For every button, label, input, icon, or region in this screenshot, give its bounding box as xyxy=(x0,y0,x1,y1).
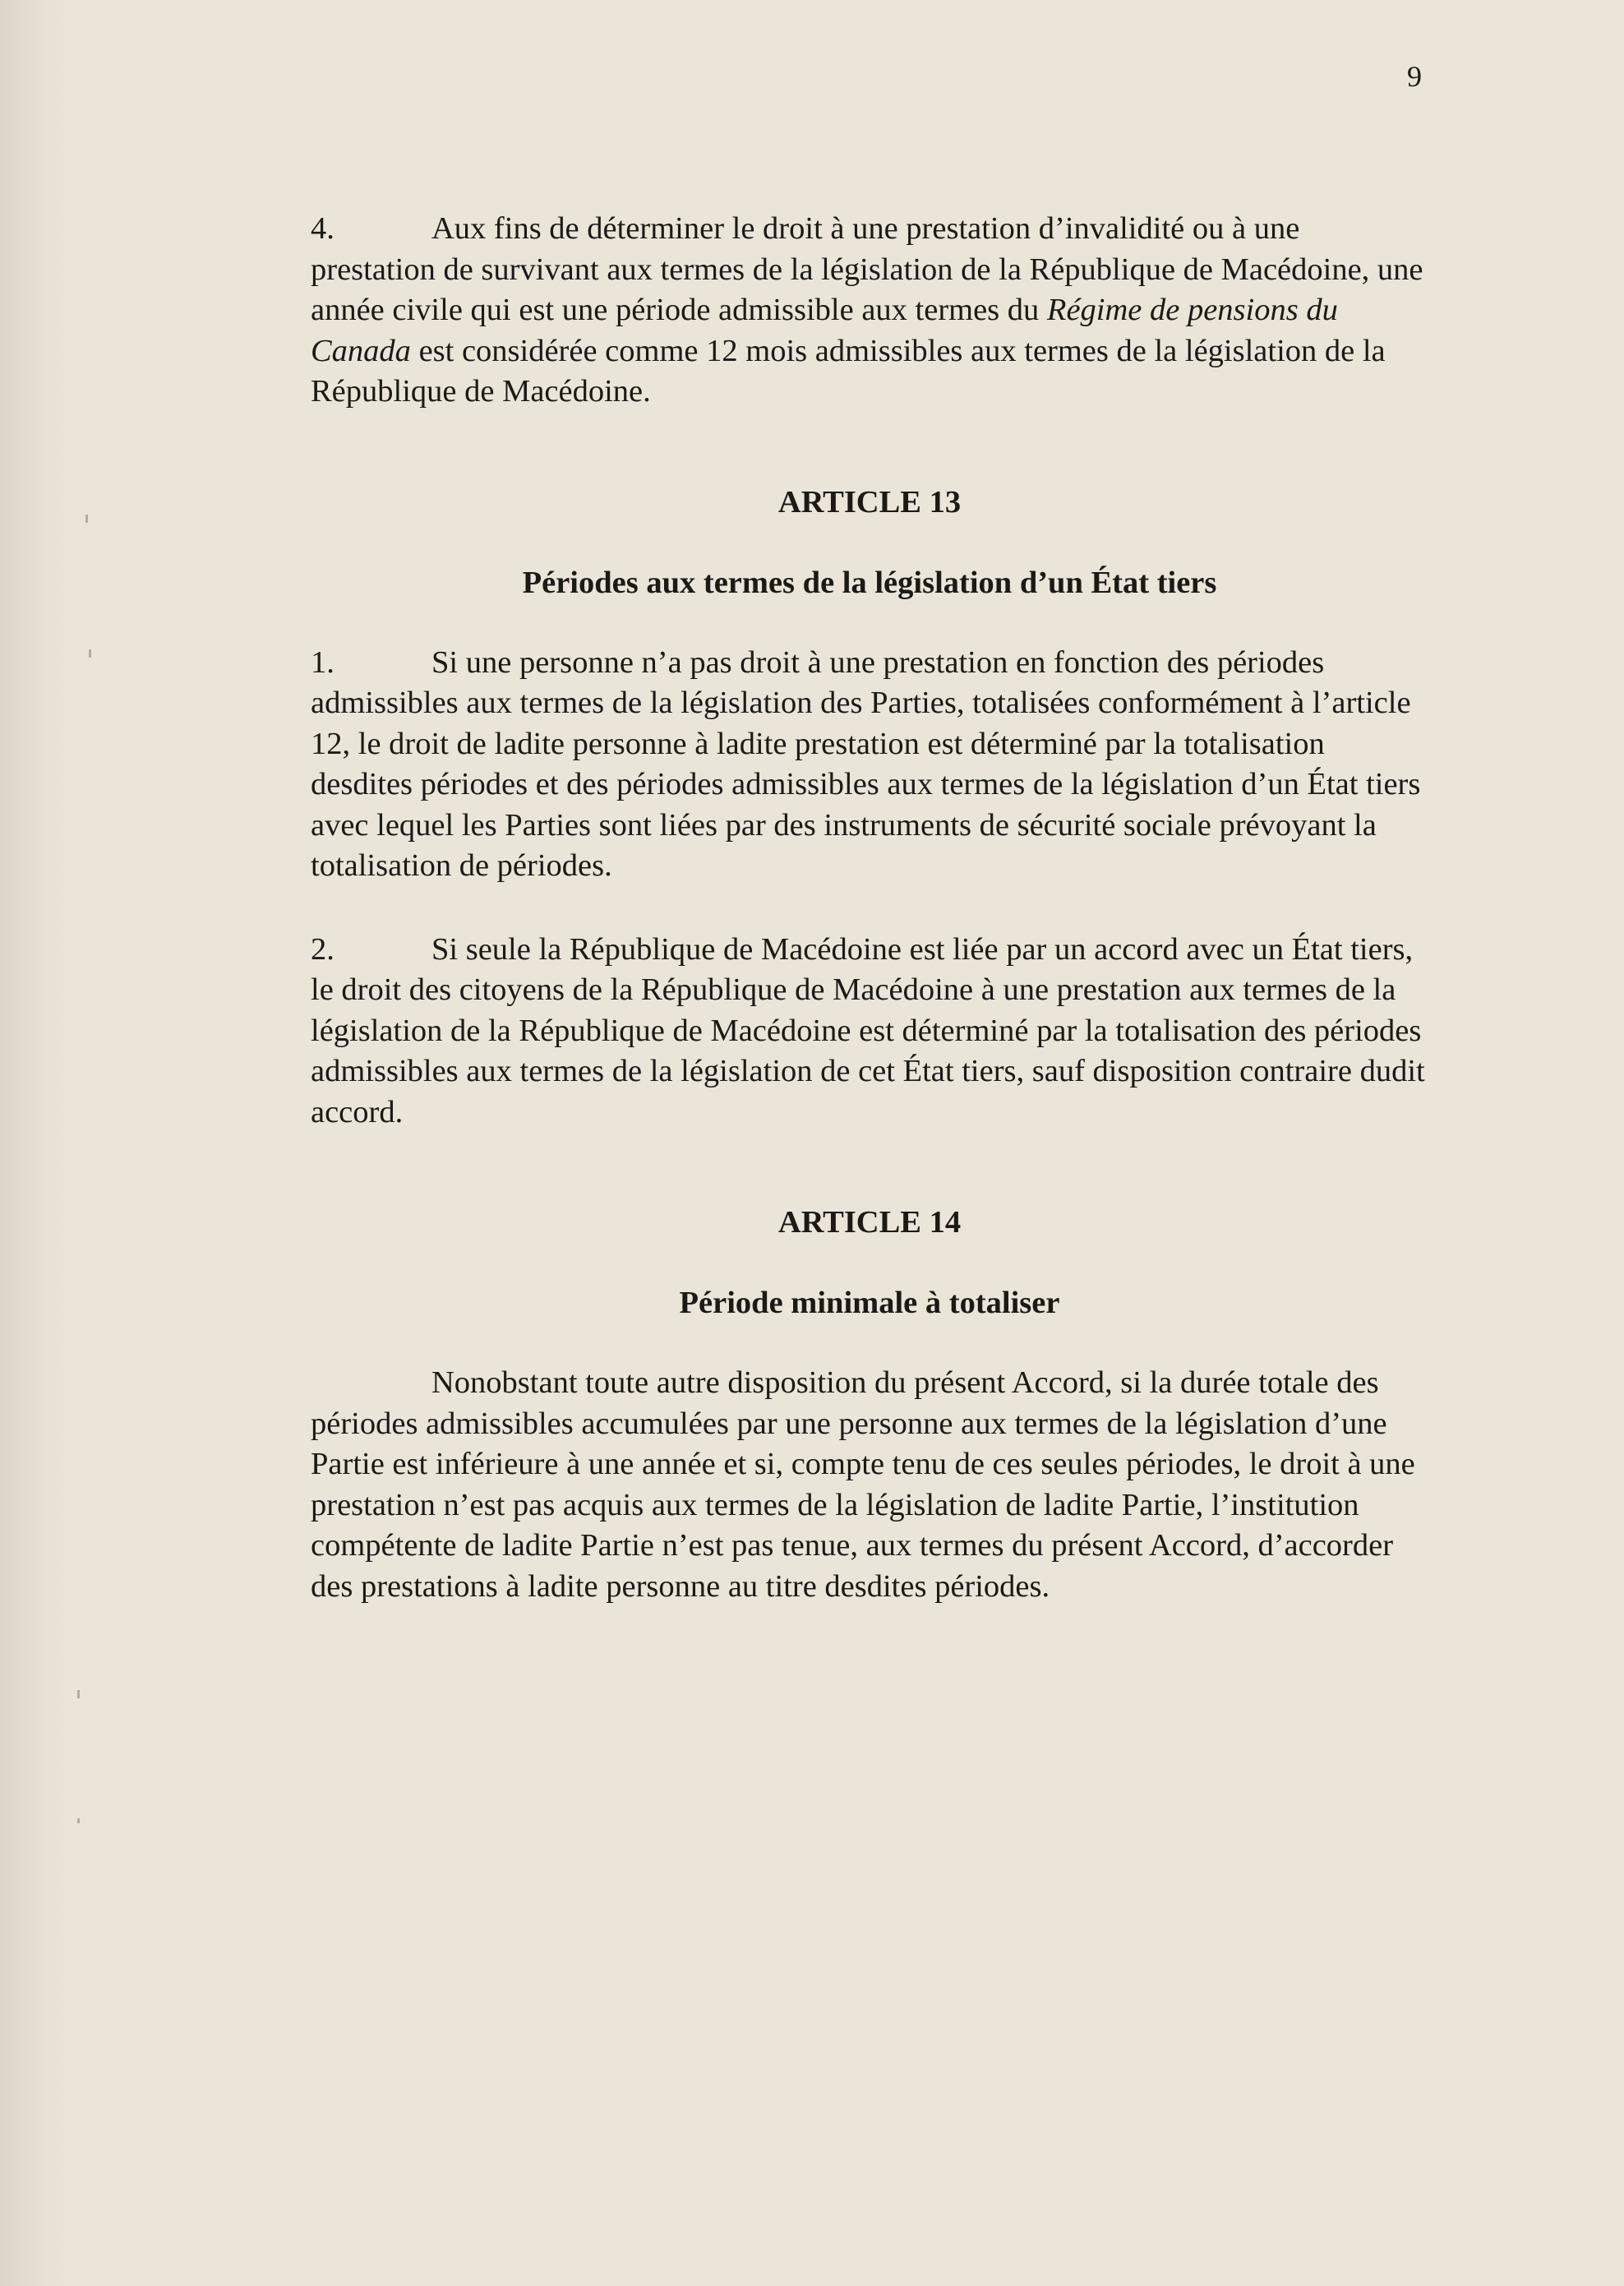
page-number: 9 xyxy=(1407,60,1422,93)
article-14-paragraph-1 xyxy=(311,1363,1428,1607)
scan-mark xyxy=(77,1818,80,1823)
paragraph-text: Si seule la République de Macédoine est liée par un accord avec un État tiers, le droit des citoyens de la République de Macédoine à une prestation aux termes de la législation de la République de Macédoine est déterminé par la totalisation des périodes admissibles aux termes de la législation de cet État tiers, sauf disposition contraire dudit accord. xyxy=(311,931,1425,1129)
paragraph-4 xyxy=(311,209,1428,413)
paragraph-text: Si une personne n’a pas droit à une prestation en fonction des périodes admissibles aux termes de la législation des Parties, totalisées conformément à l’article 12, le droit de ladite personne à ladite prestation est déterminé par la totalisation desdites périodes et des périodes admissibles aux termes de la législation d’un État tiers avec lequel les Parties sont liées par des instruments de sécurité sociale prévoyant la totalisation de périodes. xyxy=(311,644,1421,883)
article-13-paragraph-1 xyxy=(311,643,1428,887)
article-13-title: Périodes aux termes de la législation d’un État tiers xyxy=(522,565,1217,600)
paragraph-text: est considérée comme 12 mois admissibles aux termes de la législation de la République de Macédoine. xyxy=(311,333,1386,409)
article-13-paragraph-2 xyxy=(311,930,1428,1134)
article-14-heading: ARTICLE 14 xyxy=(777,1205,962,1240)
article-14-title: Période minimale à totaliser xyxy=(679,1286,1060,1320)
paragraph-text: Aux fins de déterminer le droit à une prestation d’invalidité ou à une prestation de survivant aux termes de la législation de la République de Macédoine, une année civile qui est une période admissible aux termes du xyxy=(311,211,1423,327)
paragraph-text: Nonobstant toute autre disposition du présent Accord, si la durée totale des périodes admissibles accumulées par une personne aux termes de la législation d’une Partie est inférieure à une année et si, compte tenu de ces seules périodes, le droit à une prestation n’est pas acquis aux termes de la législation de ladite Partie, l’institution compétente de ladite Partie n’est pas tenue, aux termes du présent Accord, d’accorder des prestations à ladite personne au titre desdites périodes. xyxy=(311,1365,1415,1604)
article-13-heading: ARTICLE 13 xyxy=(777,484,962,520)
scan-mark xyxy=(77,1690,80,1698)
paragraph-number: 2. xyxy=(311,931,334,967)
document-body xyxy=(311,209,1428,1607)
scan-mark xyxy=(85,515,88,523)
scan-mark xyxy=(89,649,91,658)
page-edge-shadow xyxy=(0,0,74,2286)
italic-title: Régime de pensions du Canada xyxy=(311,293,1338,368)
paragraph-number: 4. xyxy=(311,211,334,246)
paragraph-number: 1. xyxy=(311,644,334,680)
